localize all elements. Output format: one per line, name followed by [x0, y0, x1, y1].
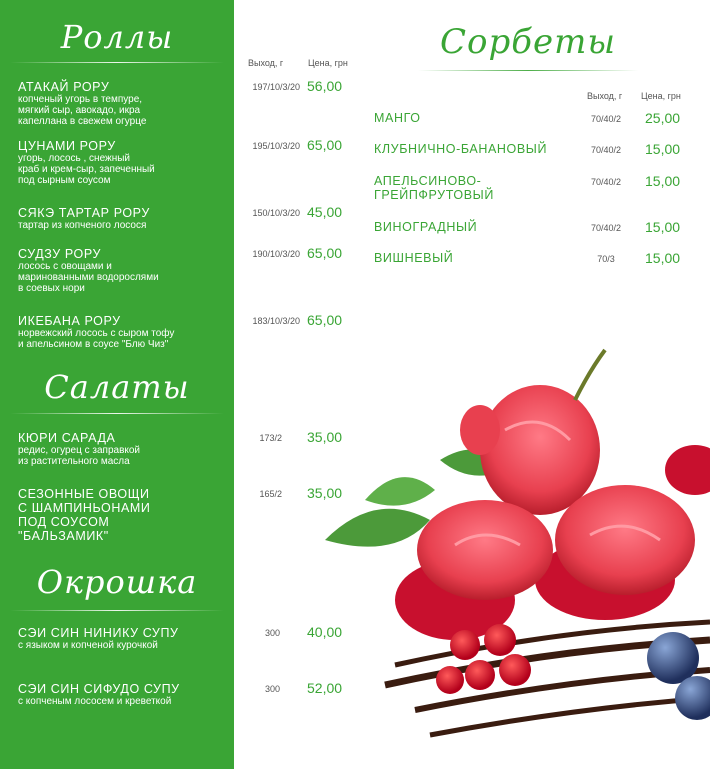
rolls-item	[18, 247, 228, 294]
dish-name: "БАЛЬЗАМИК"	[18, 529, 109, 543]
dish-weight: 165/2	[259, 489, 282, 499]
dish-weight: 190/10/3/20	[252, 249, 300, 259]
sorbet-name-line: МАНГО	[374, 111, 421, 125]
divider	[10, 62, 224, 63]
sorbet-weight: 70/40/2	[590, 177, 622, 187]
sorbet-weight: 70/3	[597, 254, 615, 264]
dish-description: копченый угорь в темпуре,	[18, 94, 143, 105]
sorbet-price: 25,00	[645, 110, 681, 126]
divider	[10, 610, 224, 611]
dish-weight: 150/10/3/20	[252, 208, 300, 218]
sorbet-name-line: КЛУБНИЧНО-БАНАНОВЫЙ	[374, 142, 548, 156]
dish-description: маринованными водорослями	[18, 272, 159, 283]
salads-item	[18, 487, 228, 543]
dish-price: 45,00	[307, 204, 343, 220]
dish-price: 40,00	[307, 624, 343, 640]
dish-name: СЯКЭ ТАРТАР РОРУ	[18, 206, 150, 220]
sorbet-name-line: ГРЕЙПФРУТОВЫЙ	[374, 188, 494, 202]
dish-price: 52,00	[307, 680, 343, 696]
sorbet-weight: 70/40/2	[590, 223, 622, 233]
dish-price: 65,00	[307, 312, 343, 328]
rolls-item	[18, 314, 228, 350]
col-weight-header: Выход, г	[248, 58, 284, 68]
dish-name: КЮРИ САРАДА	[18, 431, 116, 445]
dish-description: редис, огурец с заправкой	[18, 445, 141, 456]
dish-description: из растительного масла	[18, 456, 130, 467]
dish-description: норвежский лосось с сыром тофу	[18, 328, 175, 339]
dish-name: СЭИ СИН СИФУДО СУПУ	[18, 682, 180, 696]
dish-description: с языком и копченой курочкой	[18, 640, 158, 651]
dish-name: ПОД СОУСОМ	[18, 515, 110, 529]
dish-price: 65,00	[307, 137, 343, 153]
sorbet-name-line: АПЕЛЬСИНОВО-	[374, 174, 482, 188]
section-title-okroshka: Окрошка	[36, 563, 198, 601]
sorbet-weight: 70/40/2	[590, 145, 622, 155]
okroshka-item	[18, 682, 228, 707]
dish-description: в соевых нори	[18, 283, 85, 294]
dish-weight: 195/10/3/20	[252, 141, 300, 151]
rolls-item	[18, 80, 228, 127]
dish-price: 35,00	[307, 485, 343, 501]
dish-name: АТАКАЙ РОРУ	[18, 80, 110, 94]
dish-description: краб и крем-сыр, запеченный	[18, 164, 155, 175]
dish-description: мягкий сыр, авокадо, икра	[18, 105, 141, 116]
sorbet-name	[374, 174, 494, 202]
dish-description: с копченым лососем и креветкой	[18, 696, 172, 707]
dish-weight: 173/2	[259, 433, 282, 443]
dish-weight: 300	[264, 628, 280, 638]
sorbet-name-line: ВИШНЕВЫЙ	[374, 251, 454, 265]
dish-description: угорь, лосось , снежный	[18, 153, 131, 164]
dish-price: 56,00	[307, 78, 343, 94]
dish-name: ЦУНАМИ РОРУ	[18, 139, 116, 153]
sorbet-price: 15,00	[645, 250, 681, 266]
salads-item	[18, 431, 228, 467]
sorbet-dessert-illustration	[305, 340, 710, 769]
dish-description: и апельсином в соусе "Блю Чиз"	[18, 339, 169, 350]
section-title-rolls: Роллы	[60, 18, 174, 56]
col-weight-header: Выход, г	[587, 91, 623, 101]
sorbet-price: 15,00	[645, 173, 681, 189]
col-price-header: Цена, грн	[308, 58, 348, 68]
rolls-item	[18, 206, 228, 231]
sorbet-name	[374, 111, 421, 125]
rolls-item	[18, 139, 228, 186]
dish-name: СЕЗОННЫЕ ОВОЩИ	[18, 487, 150, 501]
sorbet-weight: 70/40/2	[590, 114, 622, 124]
dish-weight: 183/10/3/20	[252, 316, 300, 326]
dish-name: СУДЗУ РОРУ	[18, 247, 102, 261]
dish-name: С ШАМПИНЬОНАМИ	[18, 501, 151, 515]
section-title-salads: Салаты	[44, 368, 190, 406]
sorbet-name	[374, 251, 453, 265]
dish-name: ИКЕБАНА РОРУ	[18, 314, 121, 328]
dish-weight: 300	[264, 684, 280, 694]
dish-price: 65,00	[307, 245, 343, 261]
dish-description: тартар из копченого лосося	[18, 220, 147, 231]
dish-description: под сырным соусом	[18, 175, 111, 186]
dish-description: лосось с овощами и	[18, 261, 112, 272]
col-price-header: Цена, грн	[641, 91, 681, 101]
sorbet-name	[374, 142, 547, 156]
dish-name: СЭИ СИН НИНИКУ СУПУ	[18, 626, 179, 640]
okroshka-item	[18, 626, 228, 651]
sorbet-name-line: ВИНОГРАДНЫЙ	[374, 220, 478, 234]
divider	[418, 70, 638, 71]
sorbet-price: 15,00	[645, 141, 681, 157]
dish-description: капеллана в свежем огурце	[18, 116, 147, 127]
section-title-sorbets: Сорбеты	[439, 22, 617, 62]
dish-price: 35,00	[307, 429, 343, 445]
dish-weight: 197/10/3/20	[252, 82, 300, 92]
sorbet-name	[374, 220, 477, 234]
divider	[10, 413, 224, 414]
sorbet-price: 15,00	[645, 219, 681, 235]
